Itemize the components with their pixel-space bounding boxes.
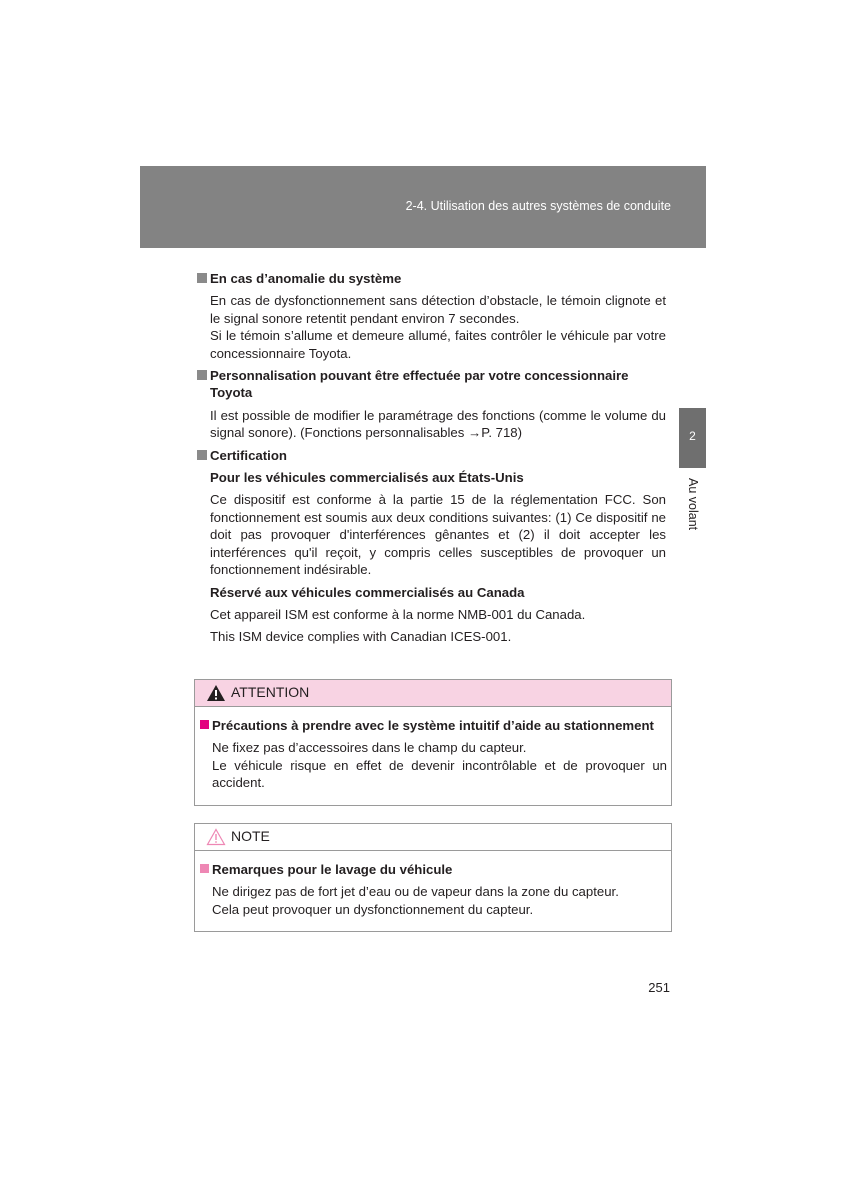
paragraph: Ne dirigez pas de fort jet d’eau ou de vapeur dans la zone du capteur. xyxy=(212,884,619,900)
attention-heading xyxy=(198,717,667,734)
main-content xyxy=(196,270,666,646)
paragraph: Si le témoin s’allume et demeure allumé, faites contrôler le véhicule par votre concessionnaire Toyota. xyxy=(210,328,666,361)
attention-label: ATTENTION xyxy=(231,684,310,700)
paragraph: En cas de dysfonctionnement sans détection d’obstacle, le témoin clignote et le signal sonore retentit pendant environ 7 secondes. xyxy=(210,293,666,326)
section-heading-text: En cas d’anomalie du système xyxy=(210,271,402,286)
paragraph: Cet appareil ISM est conforme à la norme NMB-001 du Canada. xyxy=(210,606,586,622)
note-heading xyxy=(198,861,667,878)
attention-header xyxy=(195,680,671,707)
paragraph: Ce dispositif est conforme à la partie 15 de la réglementation FCC. Son fonctionnement est soumis aux deux conditions suivantes: (1) Ce dispositif ne doit pas provoquer d'interférences gênantes et (2) il doit accepter les interférences qu'il reçoit, y compris celles susceptibles de provoquer un fonctionnement indésirable. xyxy=(210,492,666,578)
section-heading-text: Personnalisation pouvant être effectuée par votre concessionnaire Toyota xyxy=(210,368,629,401)
header-bar xyxy=(140,166,706,248)
section-heading-text: Certification xyxy=(210,447,287,463)
paragraph: Ne fixez pas d’accessoires dans le champ du capteur. xyxy=(212,740,527,756)
paragraph: This ISM device complies with Canadian ICES-001. xyxy=(210,629,512,645)
bullet-square-icon xyxy=(200,864,209,873)
paragraph: Cela peut provoquer un dysfonctionnement du capteur. xyxy=(212,901,534,917)
chapter-label: Au volant xyxy=(686,478,700,531)
header-title: 2-4. Utilisation des autres systèmes de conduite xyxy=(405,199,671,213)
bullet-square-icon xyxy=(197,370,207,380)
section-heading xyxy=(196,447,666,464)
paragraph-text: Il est possible de modifier le paramétrage des fonctions (comme le volume du signal sonore). (Fonctions personnalisables xyxy=(210,407,666,441)
chapter-number: 2 xyxy=(689,429,696,443)
attention-box xyxy=(194,679,672,806)
note-label: NOTE xyxy=(231,828,270,844)
chapter-tab xyxy=(679,408,706,468)
page-number: 251 xyxy=(648,980,670,995)
bullet-square-icon xyxy=(197,450,207,460)
subheading: Réservé aux véhicules commercialisés au Canada xyxy=(210,584,525,600)
note-header xyxy=(195,824,671,851)
subheading: Pour les véhicules commercialisés aux États-Unis xyxy=(210,470,524,486)
section-heading xyxy=(196,270,666,287)
paragraph xyxy=(196,407,666,442)
attention-heading-text: Précautions à prendre avec le système intuitif d’aide au stationnement xyxy=(212,718,654,733)
page-reference: P. 718) xyxy=(481,425,523,441)
arrow-icon: → xyxy=(468,425,482,441)
bullet-square-icon xyxy=(200,720,209,729)
section-heading xyxy=(196,367,666,402)
note-body xyxy=(195,851,671,930)
note-box xyxy=(194,823,672,932)
paragraph: Le véhicule risque en effet de devenir incontrôlable et de provoquer un accident. xyxy=(212,757,667,791)
warning-triangle-outline-icon xyxy=(206,828,226,846)
bullet-square-icon xyxy=(197,273,207,283)
note-heading-text: Remarques pour le lavage du véhicule xyxy=(212,862,453,877)
attention-body xyxy=(195,707,671,804)
warning-triangle-filled-icon xyxy=(206,684,226,702)
